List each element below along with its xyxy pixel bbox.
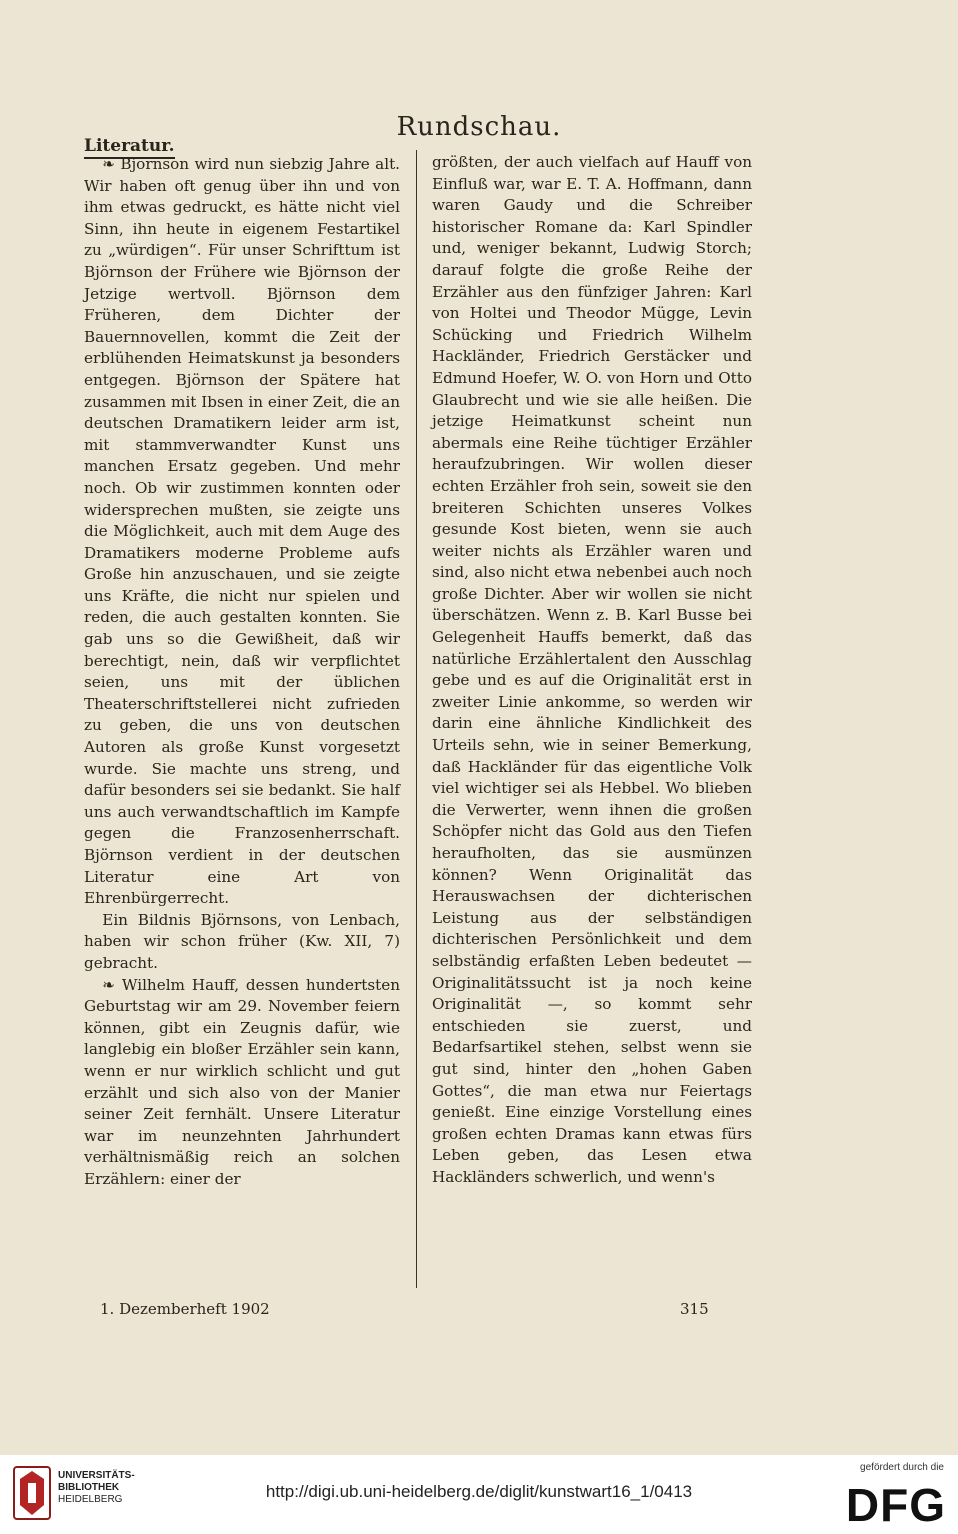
dfg-logo: DFG <box>845 1479 946 1531</box>
page-number: 315 <box>680 1300 709 1318</box>
section-label: Literatur. <box>84 136 175 159</box>
institution-line-2: BIBLIOTHEK <box>58 1482 120 1493</box>
issue-footer: 1. Dezemberheft 1902 <box>100 1300 270 1318</box>
permalink-url[interactable]: http://digi.ub.uni-heidelberg.de/diglit/kunstwart16_1/0413 <box>265 1482 693 1501</box>
column-divider <box>416 150 417 1288</box>
left-column <box>84 154 400 1191</box>
funder-label: gefördert durch die <box>860 1462 944 1473</box>
right-column <box>432 152 752 1189</box>
paragraph-hauff: ❧ Wilhelm Hauff, dessen hundertsten Geburtstag wir am 29. November feiern können, gibt ein Zeugnis dafür, wie langlebig ein bloßer Erzähler sein kann, wenn er nur wirklich schlicht und gut erzählt und sich also von der Manier seiner Zeit fernhält. Unsere Literatur war im neunzehnten Jahrhundert verhältnismäßig reich an solchen Erzählern: einer der <box>84 975 400 1188</box>
paragraph-bjoernson: ❧ Björnson wird nun siebzig Jahre alt. Wir haben oft genug über ihn und von ihm etwas gedruckt, es hätte nicht viel Sinn, ihn heute in eigenem Festartikel zu „würdigen“. Für unser Schrifttum ist Björnson der Frühere wie Björnson der Jetzige wertvoll. Björnson dem Früheren, dem Dichter der Bauernnovellen, kommt die Zeit der erblühenden Heimatskunst ja besonders entgegen. Björnson der Spätere hat zusammen mit Ibsen in einer Zeit, die an deutschen Dramatikern leider arm ist, mit stammverwandter Kunst uns manchen Ersatz gegeben. Und mehr noch. Ob wir zustimmen konnten oder widersprechen mußten, sie zeigte uns die Möglichkeit, auch mit dem Auge des Dramatikers moderne Probleme aufs Große hin anzuschauen, und sie zeigte uns Kräfte, die nicht nur spielen und reden, die auch gestalten konnten. Sie gab uns so die Gewißheit, daß wir berechtigt, nein, daß wir verpflichtet seien, uns mit der üblichen Theaterschriftstellerei nicht zufrieden zu geben, die uns von deutschen Autoren als große Kunst vorgesetzt wurde. Sie machte uns streng, und dafür besonders sei sie bedankt. Sie half uns auch verwandtschaftlich im Kampfe gegen die Franzosenherrschaft. Björnson verdient in der deutschen Literatur eine Art von Ehrenbürgerrecht. <box>84 155 400 908</box>
page-title: Rundschau. <box>396 112 562 142</box>
paragraph-bildnis: Ein Bildnis Björnsons, von Lenbach, haben wir schon früher (Kw. XII, 7) gebracht. <box>84 910 400 972</box>
paragraph-hauff-continued: größten, der auch vielfach auf Hauff von Einfluß war, war E. T. A. Hoffmann, dann waren Gaudy und die Schreiber historischer Romane da: Karl Spindler und, weniger bekannt, Ludwig Storch; darauf folgte die große Reihe der Erzähler aus den fünfziger Jahren: Karl von Holtei und Theodor Mügge, Levin Schücking und Friedrich Wilhelm Hackländer, Friedrich Gerstäcker und Edmund Hoefer, W. O. von Horn und Otto Glaubrecht und wie sie alle heißen. Die jetzige Heimatkunst scheint nun abermals eine Reihe tüchtiger Erzähler heraufzubringen. Wir wollen dieser echten Erzähler froh sein, soweit sie den breiteren Schichten unseres Volkes gesunde Kost bieten, wenn sie auch weiter nichts als Erzähler waren und sind, also nicht etwa nebenbei auch noch große Dichter. Aber wir wollen sie nicht überschätzen. Wenn z. B. Karl Busse bei Gelegenheit Hauffs bemerkt, daß das natürliche Erzählertalent den Ausschlag gebe und es auf die Originalität erst in zweiter Linie ankomme, so werden wir darin eine ähnliche Kindlichkeit des Urteils sehn, wie in seiner Bemerkung, daß Hackländer für das eigentliche Volk viel wichtiger sei als Hebbel. Wo blieben die Verwerter, wenn ihnen die großen Schöpfer nicht das Gold aus den Tiefen heraufholten, das sie ausmünzen können? Wenn Originalität das Herauswachsen der dichterischen Leistung aus der selbständigen dichterischen Persönlichkeit und dem selbständig erfaßten Leben bedeutet — Originalitätssucht ist ja noch keine Originalität —, so kommt sehr entschieden sie zuerst, und Bedarfsartikel stehen, selbst wenn sie gut sind, hinter den „hohen Gaben Gottes“, die man etwa nur Feiertags genießt. Eine einzige Vorstellung eines großen echten Dramas kann etwas fürs Leben geben, das Lesen etwa Hackländers schwerlich, und wenn's <box>432 153 752 1186</box>
institution-line-1: UNIVERSITÄTS- <box>58 1470 135 1481</box>
institution-line-3: HEIDELBERG <box>58 1494 123 1505</box>
